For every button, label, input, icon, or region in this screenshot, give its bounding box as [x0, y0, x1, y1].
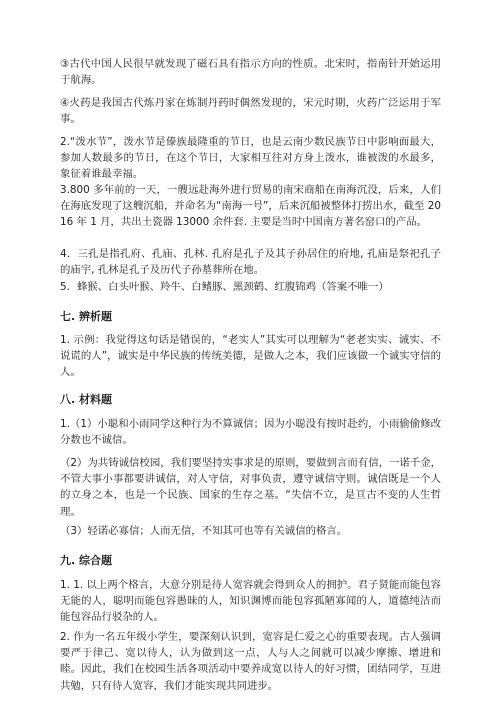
section8-answer-3: （3）轻诺必寡信；人而无信，不知其可也等有关诚信的格言。: [60, 525, 348, 537]
section-heading-8: 八. 材料题: [60, 393, 113, 406]
answer-item-4: ④火药是我国古代炼丹家在炼制丹药时偶然发现的，宋元时期，火药广泛运用于军事。: [60, 97, 441, 126]
answer-q2: 2.“泼水节”，泼水节是傣族最隆重的节日，也是云南少数民族节日中影响面最大，参加人数最多的节日，在这个节日，大家相互往对方身上泼水，谁被泼的水最多，象征着谁最幸福。: [60, 136, 441, 181]
answer-q4: 4．三孔是指孔府、孔庙、孔林. 孔府是孔子及其子孙居住的府地, 孔庙是祭祀孔子的庙宇, 孔林是孔子及历代子孙墓葬所在地。: [60, 248, 441, 277]
answer-q5: 5．蜂猴、白头叶猴、羚牛、白鳍豚、黑颈鹤、红腹锦鸡（答案不唯一）: [60, 281, 389, 293]
section9-answer-2: 2. 作为一名五年级小学生，要深刻认识到，宽容是仁爱之心的重要表现。古人强调要严于律己、宽以待人，认为做到这一点，人与人之间就可以减少摩擦、增进和睦。因此，我们在校园生活各项活动中要养成宽以待人的好习惯，团结同学，互进共勉，只有待人宽容，我们才能实现共同进步。: [60, 631, 441, 692]
section9-answer-1: 1. 1. 以上两个格言，大意分别是待人宽容就会得到众人的拥护。君子贤能而能包容无能的人，聪明而能包容愚昧的人，知识渊博而能包容孤陋寡闻的人，道德纯洁而能包容品行驳杂的人。: [60, 579, 441, 624]
section8-answer-2: （2）为共铸诚信校园，我们要坚持实事求是的原则，要做到言而有信，一诺千金，不管大事小事都要讲诚信，对人守信，对事负责，遵守诚信守则。诚信既是一个人的立身之本，也是一个民族、国家的生存之基。“失信不立，是亘古不变的人生哲理。: [60, 457, 441, 518]
section7-answer-1: 1. 示例：我觉得这句话是错误的，“老实人”其实可以理解为“老老实实、诚实、不说谎的人”，诚实是中华民族的传统美德，是做人之本，我们应该做一个诚实守信的人。: [60, 334, 441, 379]
section-heading-9: 九. 综合题: [60, 554, 113, 567]
answer-q3: 3.800 多年前的一天，一艘远赴海外进行贸易的南宋商船在南海沉没，后来，人们在海底发现了这艘沉船，并命名为“南海一号”，后来沉船被整体打捞出水，截至 2016 年 1 月，共出土瓷器 13000 余件套. 主要是当时中国南方著名窑口的产品。: [60, 184, 441, 229]
section-heading-7: 七. 辨析题: [60, 310, 113, 323]
answer-item-3: ③古代中国人民很早就发现了磁石具有指示方向的性质。北宋时，指南针开始运用于航海。: [60, 58, 441, 87]
section8-answer-1: 1.（1）小聪和小雨同学这种行为不算诚信；因为小聪没有按时赴约，小雨偷偷修改分数也不诚信。: [60, 418, 441, 447]
